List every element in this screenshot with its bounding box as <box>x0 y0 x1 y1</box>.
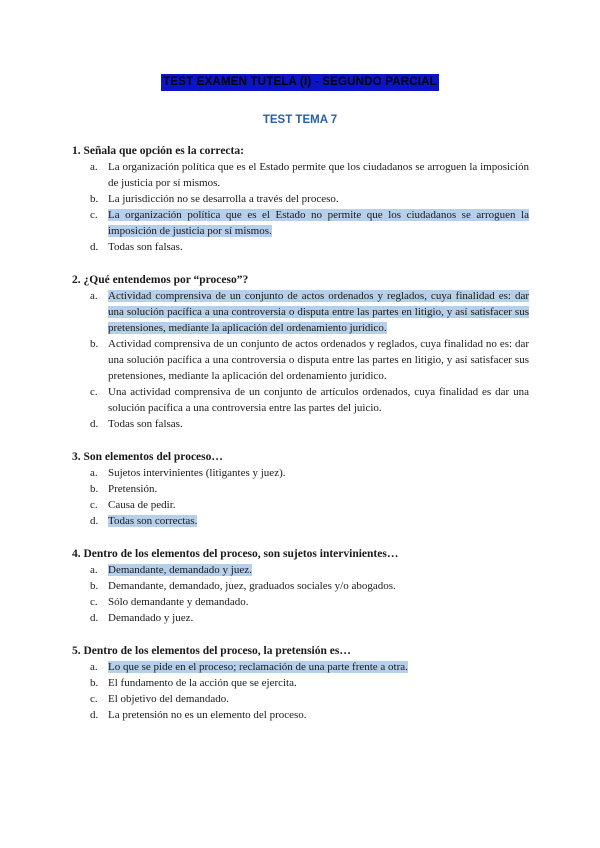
question-heading: 3. Son elementos del proceso… <box>72 451 223 463</box>
option-text: Todas son correctas. <box>108 515 198 527</box>
option-letter: a. <box>90 290 98 302</box>
option-text: La organización política que es el Estado permite que los ciudadanos se arroguen la imposición de justicia por sí mismos. <box>108 161 529 189</box>
option-letter: d. <box>90 418 99 430</box>
option-letter: b. <box>90 483 99 495</box>
question-5 <box>72 643 529 723</box>
option-letter: c. <box>90 693 98 705</box>
option-b <box>72 578 529 594</box>
option-d-highlighted <box>72 513 529 529</box>
option-text: La pretensión no es un elemento del proceso. <box>108 709 307 721</box>
option-letter: c. <box>90 499 98 511</box>
question-3 <box>72 449 529 529</box>
option-a-highlighted <box>72 562 529 578</box>
option-text: Causa de pedir. <box>108 499 176 511</box>
option-letter: b. <box>90 193 99 205</box>
option-c-highlighted <box>72 207 529 239</box>
option-a <box>72 465 529 481</box>
option-letter: a. <box>90 161 98 173</box>
option-text: Sólo demandante y demandado. <box>108 596 249 608</box>
option-text: Todas son falsas. <box>108 418 183 430</box>
option-text: El objetivo del demandado. <box>108 693 229 705</box>
option-a-highlighted <box>72 288 529 336</box>
option-b <box>72 675 529 691</box>
question-1 <box>72 143 529 255</box>
option-text: Actividad comprensiva de un conjunto de actos ordenados y reglados, cuya finalidad no es: dar una solución pacífica a una controversia o disputa entre las partes en litigio, y así satisfacer sus pretensiones, mediante la aplicación del ordenamiento jurídico. <box>108 338 529 382</box>
question-4 <box>72 546 529 626</box>
option-letter: c. <box>90 209 98 221</box>
option-text: Demandante, demandado, juez, graduados sociales y/o abogados. <box>108 580 396 592</box>
question-heading: 4. Dentro de los elementos del proceso, son sujetos intervinientes… <box>72 548 399 560</box>
option-c <box>72 497 529 513</box>
option-letter: b. <box>90 677 99 689</box>
document-subtitle: TEST TEMA 7 <box>262 114 338 126</box>
option-letter: d. <box>90 515 99 527</box>
question-heading: 2. ¿Qué entendemos por “proceso”? <box>72 274 249 286</box>
question-heading: 1. Señala que opción es la correcta: <box>72 145 244 157</box>
option-text: Demandante, demandado y juez. <box>108 564 252 576</box>
option-text: Demandado y juez. <box>108 612 194 624</box>
option-b <box>72 336 529 384</box>
option-c <box>72 384 529 416</box>
option-text: Sujetos intervinientes (litigantes y juez). <box>108 467 286 479</box>
option-b <box>72 481 529 497</box>
option-letter: d. <box>90 241 99 253</box>
option-text: Actividad comprensiva de un conjunto de actos ordenados y reglados, cuya finalidad es: dar una solución pacífica a una controversia o disputa entre las partes en litigio, y así satisfacer sus pretensiones, mediante la aplicación del ordenamiento jurídico. <box>108 290 529 334</box>
document-title: TEST EXAMEN TUTELA (I) - SEGUNDO PARCIAL <box>161 74 439 91</box>
option-b <box>72 191 529 207</box>
option-letter: a. <box>90 661 98 673</box>
title-block <box>0 72 600 91</box>
option-letter: c. <box>90 386 98 398</box>
option-a <box>72 159 529 191</box>
question-list <box>72 143 529 740</box>
option-text: La organización política que es el Estado no permite que los ciudadanos se arroguen la imposición de justicia por sí mismos. <box>108 209 529 237</box>
option-d <box>72 239 529 255</box>
option-text: El fundamento de la acción que se ejercita. <box>108 677 297 689</box>
option-text: Lo que se pide en el proceso; reclamación de una parte frente a otra. <box>108 661 408 673</box>
option-letter: a. <box>90 564 98 576</box>
option-letter: c. <box>90 596 98 608</box>
option-d <box>72 707 529 723</box>
option-letter: b. <box>90 580 99 592</box>
option-d <box>72 610 529 626</box>
option-text: Todas son falsas. <box>108 241 183 253</box>
option-letter: d. <box>90 612 99 624</box>
option-c <box>72 594 529 610</box>
option-letter: d. <box>90 709 99 721</box>
option-text: Pretensión. <box>108 483 158 495</box>
option-letter: a. <box>90 467 98 479</box>
option-text: La jurisdicción no se desarrolla a través del proceso. <box>108 193 339 205</box>
subtitle-block <box>0 110 600 128</box>
option-c <box>72 691 529 707</box>
option-text: Una actividad comprensiva de un conjunto de artículos ordenados, cuya finalidad es dar una solución pacífica a una controversia entre las partes del juicio. <box>108 386 529 414</box>
question-2 <box>72 272 529 432</box>
option-letter: b. <box>90 338 99 350</box>
option-d <box>72 416 529 432</box>
option-a-highlighted <box>72 659 529 675</box>
question-heading: 5. Dentro de los elementos del proceso, la pretensión es… <box>72 645 351 657</box>
